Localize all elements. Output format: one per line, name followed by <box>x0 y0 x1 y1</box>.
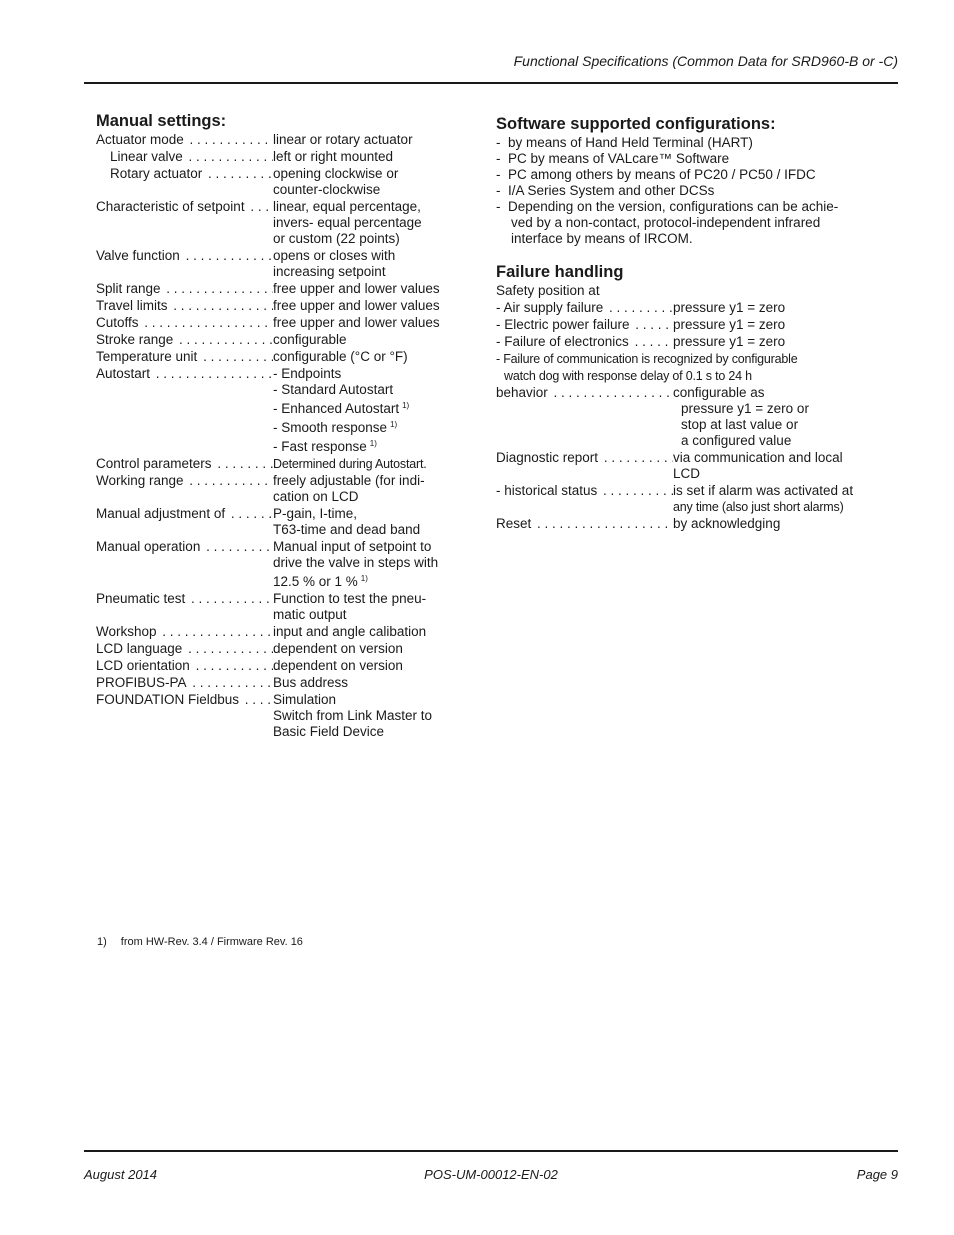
spec-value: - Enhanced Autostart $^{1)}$ <box>273 401 410 416</box>
spec-label: PROFIBUS-PA <box>96 675 187 690</box>
spec-value: configurable (°C or °F) <box>273 349 408 364</box>
spec-row <box>96 332 456 348</box>
manual-settings-heading: Manual settings: <box>96 112 227 130</box>
spec-value: - Smooth response $^{1)}$ <box>273 420 398 435</box>
spec-label: - historical status <box>496 483 598 498</box>
spec-row <box>96 539 456 590</box>
spec-row <box>96 298 456 314</box>
spec-label: Rotary actuator <box>110 166 203 181</box>
spec-row <box>96 166 456 198</box>
spec-value: LCD <box>673 466 701 481</box>
spec-value: counter-clockwise <box>273 182 381 197</box>
spec-row <box>96 591 456 623</box>
spec-value: P-gain, I-time, <box>273 506 358 521</box>
spec-value: Basic Field Device <box>273 724 385 739</box>
spec-label: LCD orientation <box>96 658 190 673</box>
spec-value: increasing setpoint <box>273 264 386 279</box>
spec-label: Characteristic of setpoint <box>96 199 245 214</box>
spec-row <box>96 366 456 455</box>
spec-row <box>96 692 456 740</box>
list-item-continuation: interface by means of IRCOM. <box>511 231 693 246</box>
software-heading: Software supported configurations: <box>496 115 776 133</box>
spec-value: dependent on version <box>273 641 403 656</box>
spec-row <box>496 483 876 515</box>
spec-label: Travel limits <box>96 298 168 313</box>
comm-failure-line: - Failure of communication is recognized by configurable <box>496 352 798 366</box>
behavior-extra: stop at last value or <box>681 417 799 432</box>
spec-row <box>96 506 456 538</box>
list-item: - by means of Hand Held Terminal (HART) <box>496 135 753 150</box>
footer-doc-number: POS-UM-00012-EN-02 <box>424 1167 558 1182</box>
list-item-continuation: ved by a non-contact, protocol-independent infrared <box>511 215 821 230</box>
list-item: - PC by means of VALcare™ Software <box>496 151 730 166</box>
spec-label: Working range <box>96 473 184 488</box>
spec-value: by acknowledging <box>673 516 781 531</box>
footnote-ref: 1) <box>369 439 377 448</box>
spec-value: via communication and local <box>673 450 843 465</box>
software-list <box>496 135 876 247</box>
spec-value: invers- equal percentage <box>273 215 422 230</box>
list-item: - PC among others by means of PC20 / PC50 / IFDC <box>496 167 816 182</box>
spec-value: left or right mounted <box>273 149 394 164</box>
spec-row <box>96 473 456 505</box>
spec-value: drive the valve in steps with <box>273 555 439 570</box>
behavior-label: behavior <box>496 385 548 400</box>
spec-row <box>96 281 456 297</box>
spec-row <box>96 641 456 657</box>
spec-value: Switch from Link Master to <box>273 708 433 723</box>
header-title: Functional Specifications (Common Data for SRD960-B or -C) <box>513 53 898 69</box>
footer-date: August 2014 <box>84 1167 158 1182</box>
spec-value: pressure y1 = zero <box>673 317 786 332</box>
footnote-ref: 1) <box>390 420 398 429</box>
spec-label: Valve function <box>96 248 180 263</box>
spec-label: Linear valve <box>110 149 183 164</box>
spec-value: - Fast response $^{1)}$ <box>273 439 377 454</box>
manual-settings-section <box>96 112 456 741</box>
spec-row <box>96 248 456 280</box>
spec-value: or custom (22 points) <box>273 231 400 246</box>
spec-value: 12.5 % or 1 % $^{1)}$ <box>273 574 368 589</box>
spec-value: input and angle calibation <box>273 624 427 639</box>
spec-label: Diagnostic report <box>496 450 599 465</box>
spec-row <box>96 132 456 148</box>
spec-label: Control parameters <box>96 456 212 471</box>
diagnostic-table <box>496 450 876 532</box>
spec-value: linear or rotary actuator <box>273 132 413 147</box>
footer-page-number: Page 9 <box>856 1167 898 1182</box>
behavior-value: configurable as <box>673 385 765 400</box>
spec-label: Split range <box>96 281 161 296</box>
comm-failure-line2: watch dog with response delay of 0.1 s to 24 h <box>504 369 752 383</box>
spec-row <box>496 516 876 532</box>
spec-row <box>96 199 456 247</box>
spec-row <box>96 315 456 331</box>
behavior-extra: a configured value <box>681 433 792 448</box>
list-item: - Depending on the version, configurations can be achie- <box>496 199 839 214</box>
spec-label: Cutoffs <box>96 315 139 330</box>
spec-label: Manual adjustment of <box>96 506 226 521</box>
spec-row <box>96 149 456 165</box>
spec-label: LCD language <box>96 641 183 656</box>
list-item: - I/A Series System and other DCSs <box>496 183 715 198</box>
spec-row <box>496 334 876 350</box>
spec-value: opens or closes with <box>273 248 396 263</box>
spec-row <box>496 300 876 316</box>
page-header <box>84 52 898 84</box>
footnote-text: from HW-Rev. 3.4 / Firmware Rev. 16 <box>120 936 303 948</box>
spec-label: FOUNDATION Fieldbus <box>96 692 240 707</box>
spec-label: Manual operation <box>96 539 201 554</box>
spec-value: free upper and lower values <box>273 281 440 296</box>
spec-value: matic output <box>273 607 347 622</box>
spec-label: Stroke range <box>96 332 174 347</box>
behavior-extra: pressure y1 = zero or <box>681 401 809 416</box>
failure-heading: Failure handling <box>496 263 624 281</box>
footnote-ref: 1) <box>402 401 410 410</box>
footnote-mark: 1) <box>97 936 107 948</box>
page-footer <box>84 1150 898 1182</box>
spec-value: - Standard Autostart <box>273 382 394 397</box>
spec-label: Autostart <box>96 366 151 381</box>
spec-value: free upper and lower values <box>273 315 440 330</box>
spec-row <box>496 317 876 333</box>
behavior-row <box>496 385 876 449</box>
spec-row <box>96 658 456 674</box>
spec-label: Workshop <box>96 624 157 639</box>
spec-value: Manual input of setpoint to <box>273 539 432 554</box>
spec-label: - Air supply failure <box>496 300 604 315</box>
spec-label: - Failure of electronics <box>496 334 629 349</box>
spec-value: freely adjustable (for indi- <box>273 473 425 488</box>
spec-value: pressure y1 = zero <box>673 300 786 315</box>
spec-row <box>96 675 456 691</box>
spec-row <box>96 349 456 365</box>
spec-value: is set if alarm was activated at <box>673 483 854 498</box>
spec-value: T63-time and dead band <box>273 522 421 537</box>
spec-label: Pneumatic test <box>96 591 186 606</box>
spec-label: Temperature unit <box>96 349 198 364</box>
spec-value: - Endpoints <box>273 366 342 381</box>
footnote <box>97 936 303 948</box>
spec-row <box>496 450 876 482</box>
spec-value: configurable <box>273 332 347 347</box>
spec-value: Determined during Autostart. <box>273 457 427 471</box>
spec-value: Function to test the pneu- <box>273 591 427 606</box>
spec-label: - Electric power failure <box>496 317 630 332</box>
spec-value: cation on LCD <box>273 489 359 504</box>
footnote-ref: 1) <box>360 574 368 583</box>
spec-value: pressure y1 = zero <box>673 334 786 349</box>
spec-value: Simulation <box>273 692 337 707</box>
spec-value: opening clockwise or <box>273 166 399 181</box>
manual-settings-table <box>96 132 456 740</box>
failure-intro: Safety position at <box>496 283 600 298</box>
spec-row <box>96 624 456 640</box>
failure-table <box>496 300 876 350</box>
right-column <box>496 115 876 533</box>
spec-value: free upper and lower values <box>273 298 440 313</box>
spec-label: Reset <box>496 516 532 531</box>
spec-value: Bus address <box>273 675 349 690</box>
spec-value: any time (also just short alarms) <box>673 500 844 514</box>
spec-label: Actuator mode <box>96 132 184 147</box>
spec-value: linear, equal percentage, <box>273 199 421 214</box>
spec-row <box>96 456 456 472</box>
spec-value: dependent on version <box>273 658 403 673</box>
